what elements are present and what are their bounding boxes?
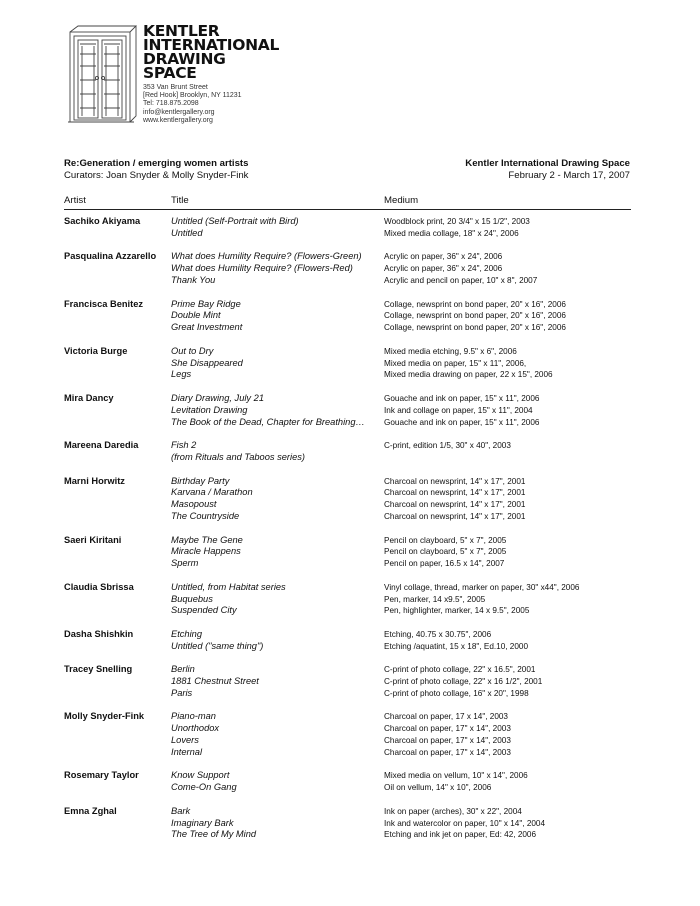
artwork-medium: Charcoal on paper, 17 x 14", 2003 [384,712,508,722]
artwork-title: Untitled ("same thing") [171,640,264,651]
artist-entry [64,393,631,428]
artwork-row [64,641,631,653]
artwork-medium: Ink on paper (arches), 30" x 22", 2004 [384,806,522,816]
logo-name-line: INTERNATIONAL [143,36,280,54]
artist-entry [64,216,631,240]
artwork-medium: Ink and watercolor on paper, 10" x 14", 2004 [384,818,546,828]
artwork-title: Untitled, from Habitat series [171,581,286,592]
artist-name: Mira Dancy [64,392,114,403]
artwork-title: The Countryside [171,510,240,521]
artist-name: Emna Zghal [64,805,117,816]
artwork-title: Birthday Party [171,475,230,486]
artwork-medium: Charcoal on paper, 17" x 14", 2003 [384,747,511,757]
artist-name: Saeri Kiritani [64,534,122,545]
artist-name: Victoria Burge [64,345,128,356]
artwork-medium: Etching, 40.75 x 30.75", 2006 [384,629,492,639]
artwork-title: Unorthodox [171,723,220,734]
artwork-row [64,369,631,381]
artist-name: Rosemary Taylor [64,770,139,781]
artwork-row [64,263,631,275]
artwork-medium: Gouache and ink on paper, 15" x 11", 2006 [384,393,540,403]
artwork-title: Miracle Happens [171,546,241,557]
artwork-medium: C-print of photo collage, 22" x 16 1/2", 2001 [384,677,543,687]
artwork-title: Fish 2 [171,440,197,451]
artist-entry [64,582,631,617]
artwork-title: Etching [171,628,203,639]
artist-entry [64,299,631,334]
artwork-medium: Mixed media on paper, 15" x 11", 2006, [384,358,527,368]
artwork-medium: Acrylic and pencil on paper, 10" x 8", 2007 [384,275,538,285]
artwork-row [64,676,631,688]
artist-entry [64,346,631,381]
artwork-medium: Acrylic on paper, 36" x 24", 2006 [384,252,503,262]
artwork-medium: Pencil on paper, 16.5 x 14", 2007 [384,559,505,569]
artwork-row [64,546,631,558]
artist-entry [64,770,631,794]
artwork-row [64,487,631,499]
artwork-title: 1881 Chestnut Street [171,676,259,687]
artist-name: Pasqualina Azzarello [64,251,157,262]
artwork-title: Internal [171,746,203,757]
artwork-title: Berlin [171,664,195,675]
artwork-title: Masopoust [171,499,217,510]
artwork-row [64,735,631,747]
artist-entry [64,251,631,286]
artwork-row [64,216,631,228]
artwork-row [64,511,631,523]
artwork-row [64,346,631,358]
artwork-title: Thank You [171,274,216,285]
phone-line: Tel: 718.875.2098 [143,100,199,108]
artwork-medium: Etching and ink jet on paper, Ed: 42, 2006 [384,830,537,840]
artwork-medium: Vinyl collage, thread, marker on paper, 30" x44", 2006 [384,582,580,592]
artwork-medium: Oil on vellum, 14" x 10", 2006 [384,783,492,793]
artist-name: Dasha Shishkin [64,628,134,639]
artwork-row [64,275,631,287]
artwork-title: Diary Drawing, July 21 [171,392,265,403]
artwork-title: Karvana / Marathon [171,487,253,498]
artwork-medium: Charcoal on newsprint, 14" x 17", 2001 [384,476,526,486]
artwork-medium: Pencil on clayboard, 5" x 7", 2005 [384,535,507,545]
artwork-row [64,688,631,700]
artist-name: Marni Horwitz [64,475,125,486]
artwork-title: She Disappeared [171,357,243,368]
column-header-medium: Medium [384,195,419,206]
artwork-row [64,452,631,464]
artwork-row [64,829,631,841]
artist-name: Mareena Daredia [64,440,139,451]
artwork-medium: Mixed media on vellum, 10" x 14", 2006 [384,771,528,781]
artwork-medium: C-print, edition 1/5, 30" x 40", 2003 [384,441,511,451]
venue-name: Kentler International Drawing Space [465,158,630,169]
artwork-row [64,393,631,405]
artwork-row [64,440,631,452]
artwork-medium: Gouache and ink on paper, 15" x 11", 2006 [384,417,540,427]
artwork-medium: Acrylic on paper, 36" x 24", 2006 [384,264,503,274]
artist-entry [64,664,631,699]
artwork-row [64,582,631,594]
artwork-medium: Etching /aquatint, 15 x 18", Ed.10, 2000 [384,641,529,651]
artwork-row [64,770,631,782]
artwork-row [64,405,631,417]
artwork-title: Know Support [171,770,230,781]
artwork-medium: C-print of photo collage, 16" x 20", 1998 [384,688,529,698]
artwork-row [64,747,631,759]
artwork-medium: Charcoal on paper, 17" x 14", 2003 [384,724,511,734]
artwork-title: Legs [171,369,192,380]
artwork-title: Untitled [171,227,203,238]
artwork-row [64,664,631,676]
address-line: [Red Hook] Brooklyn, NY 11231 [143,92,242,100]
artwork-medium: Pen, highlighter, marker, 14 x 9.5", 2005 [384,606,530,616]
artist-name: Claudia Sbrissa [64,581,134,592]
artwork-row [64,322,631,334]
artwork-title: Sperm [171,558,199,569]
artwork-medium: Collage, newsprint on bond paper, 20" x 16", 2006 [384,311,566,321]
artwork-row [64,806,631,818]
door-logo-icon [66,24,138,124]
artwork-row [64,417,631,429]
artist-entry [64,806,631,841]
artwork-medium: Pencil on clayboard, 5" x 7", 2005 [384,547,507,557]
artwork-row [64,605,631,617]
column-header-artist: Artist [64,195,86,206]
artwork-row [64,251,631,263]
artist-entry [64,440,631,464]
artwork-row [64,310,631,322]
artwork-title: The Tree of My Mind [171,829,257,840]
address-line: 353 Van Brunt Street [143,84,208,91]
artwork-row [64,535,631,547]
artist-entry [64,535,631,570]
artwork-row [64,711,631,723]
artwork-title: The Book of the Dead, Chapter for Breathing… [171,416,365,427]
artwork-title: Buquebus [171,593,213,604]
artwork-medium: Ink and collage on paper, 15" x 11", 2004 [384,405,533,415]
exhibition-title: Re:Generation / emerging women artists [64,158,249,169]
artwork-row [64,228,631,240]
artwork-medium: Mixed media etching, 9.5" x 6", 2006 [384,346,517,356]
artwork-title: Maybe The Gene [171,534,243,545]
artwork-title: What does Humility Require? (Flowers-Green) [171,251,362,262]
artwork-row [64,594,631,606]
checklist-column-headers [64,195,631,210]
artwork-row [64,358,631,370]
artwork-medium: Charcoal on newsprint, 14" x 17", 2001 [384,500,526,510]
artwork-title: Great Investment [171,322,243,333]
artwork-medium: Charcoal on newsprint, 14" x 17", 2001 [384,511,526,521]
artwork-title: Lovers [171,735,199,746]
artist-entry [64,711,631,758]
exhibition-dates: February 2 - March 17, 2007 [508,170,630,181]
artwork-title: Paris [171,687,193,698]
artwork-title: (from Rituals and Taboos series) [171,451,306,462]
artwork-title: Piano-man [171,711,216,722]
artist-name: Tracey Snelling [64,664,133,675]
artist-entry [64,629,631,653]
artwork-medium: C-print of photo collage, 22" x 16.5", 2001 [384,665,536,675]
artwork-medium: Mixed media collage, 18" x 24", 2006 [384,228,519,238]
curators-line: Curators: Joan Snyder & Molly Snyder-Fink [64,170,249,181]
artwork-row [64,558,631,570]
artist-name: Molly Snyder-Fink [64,711,145,722]
artwork-medium: Charcoal on newsprint, 14" x 17", 2001 [384,488,526,498]
artwork-medium: Mixed media drawing on paper, 22 x 15", 2006 [384,370,553,380]
artwork-medium: Woodblock print, 20 3/4" x 15 1/2", 2003 [384,217,530,226]
logo-name-line: DRAWING [143,50,226,68]
artwork-title: Suspended City [171,605,237,616]
artwork-title: Untitled (Self-Portrait with Bird) [171,216,299,226]
artwork-medium: Collage, newsprint on bond paper, 20" x 16", 2006 [384,299,566,309]
artwork-title: Double Mint [171,310,221,321]
gallery-logo [143,24,279,125]
artwork-row [64,782,631,794]
artwork-row [64,476,631,488]
artwork-title: Out to Dry [171,345,214,356]
artwork-row [64,629,631,641]
checklist-table [64,216,631,853]
artwork-medium: Collage, newsprint on bond paper, 20" x 16", 2006 [384,323,566,333]
website-link[interactable]: www.kentlergallery.org [143,116,213,124]
artist-name: Sachiko Akiyama [64,216,141,226]
logo-name-line: SPACE [143,64,197,82]
artwork-row [64,723,631,735]
logo-name-line: KENTLER [143,22,220,40]
column-header-title: Title [171,195,189,206]
artwork-row [64,499,631,511]
gallery-address [143,84,279,125]
artwork-title: What does Humility Require? (Flowers-Red) [171,263,353,274]
artwork-title: Come-On Gang [171,782,237,793]
email-link[interactable]: info@kentlergallery.org [143,108,215,116]
artwork-title: Prime Bay Ridge [171,298,241,309]
artist-name: Francisca Benitez [64,298,144,309]
artwork-title: Bark [171,805,191,816]
artwork-medium: Pen, marker, 14 x9.5", 2005 [384,594,486,604]
artwork-medium: Charcoal on paper, 17" x 14", 2003 [384,736,511,746]
artwork-row [64,299,631,311]
artwork-title: Levitation Drawing [171,404,248,415]
artwork-row [64,818,631,830]
artwork-title: Imaginary Bark [171,817,234,828]
artist-entry [64,476,631,523]
